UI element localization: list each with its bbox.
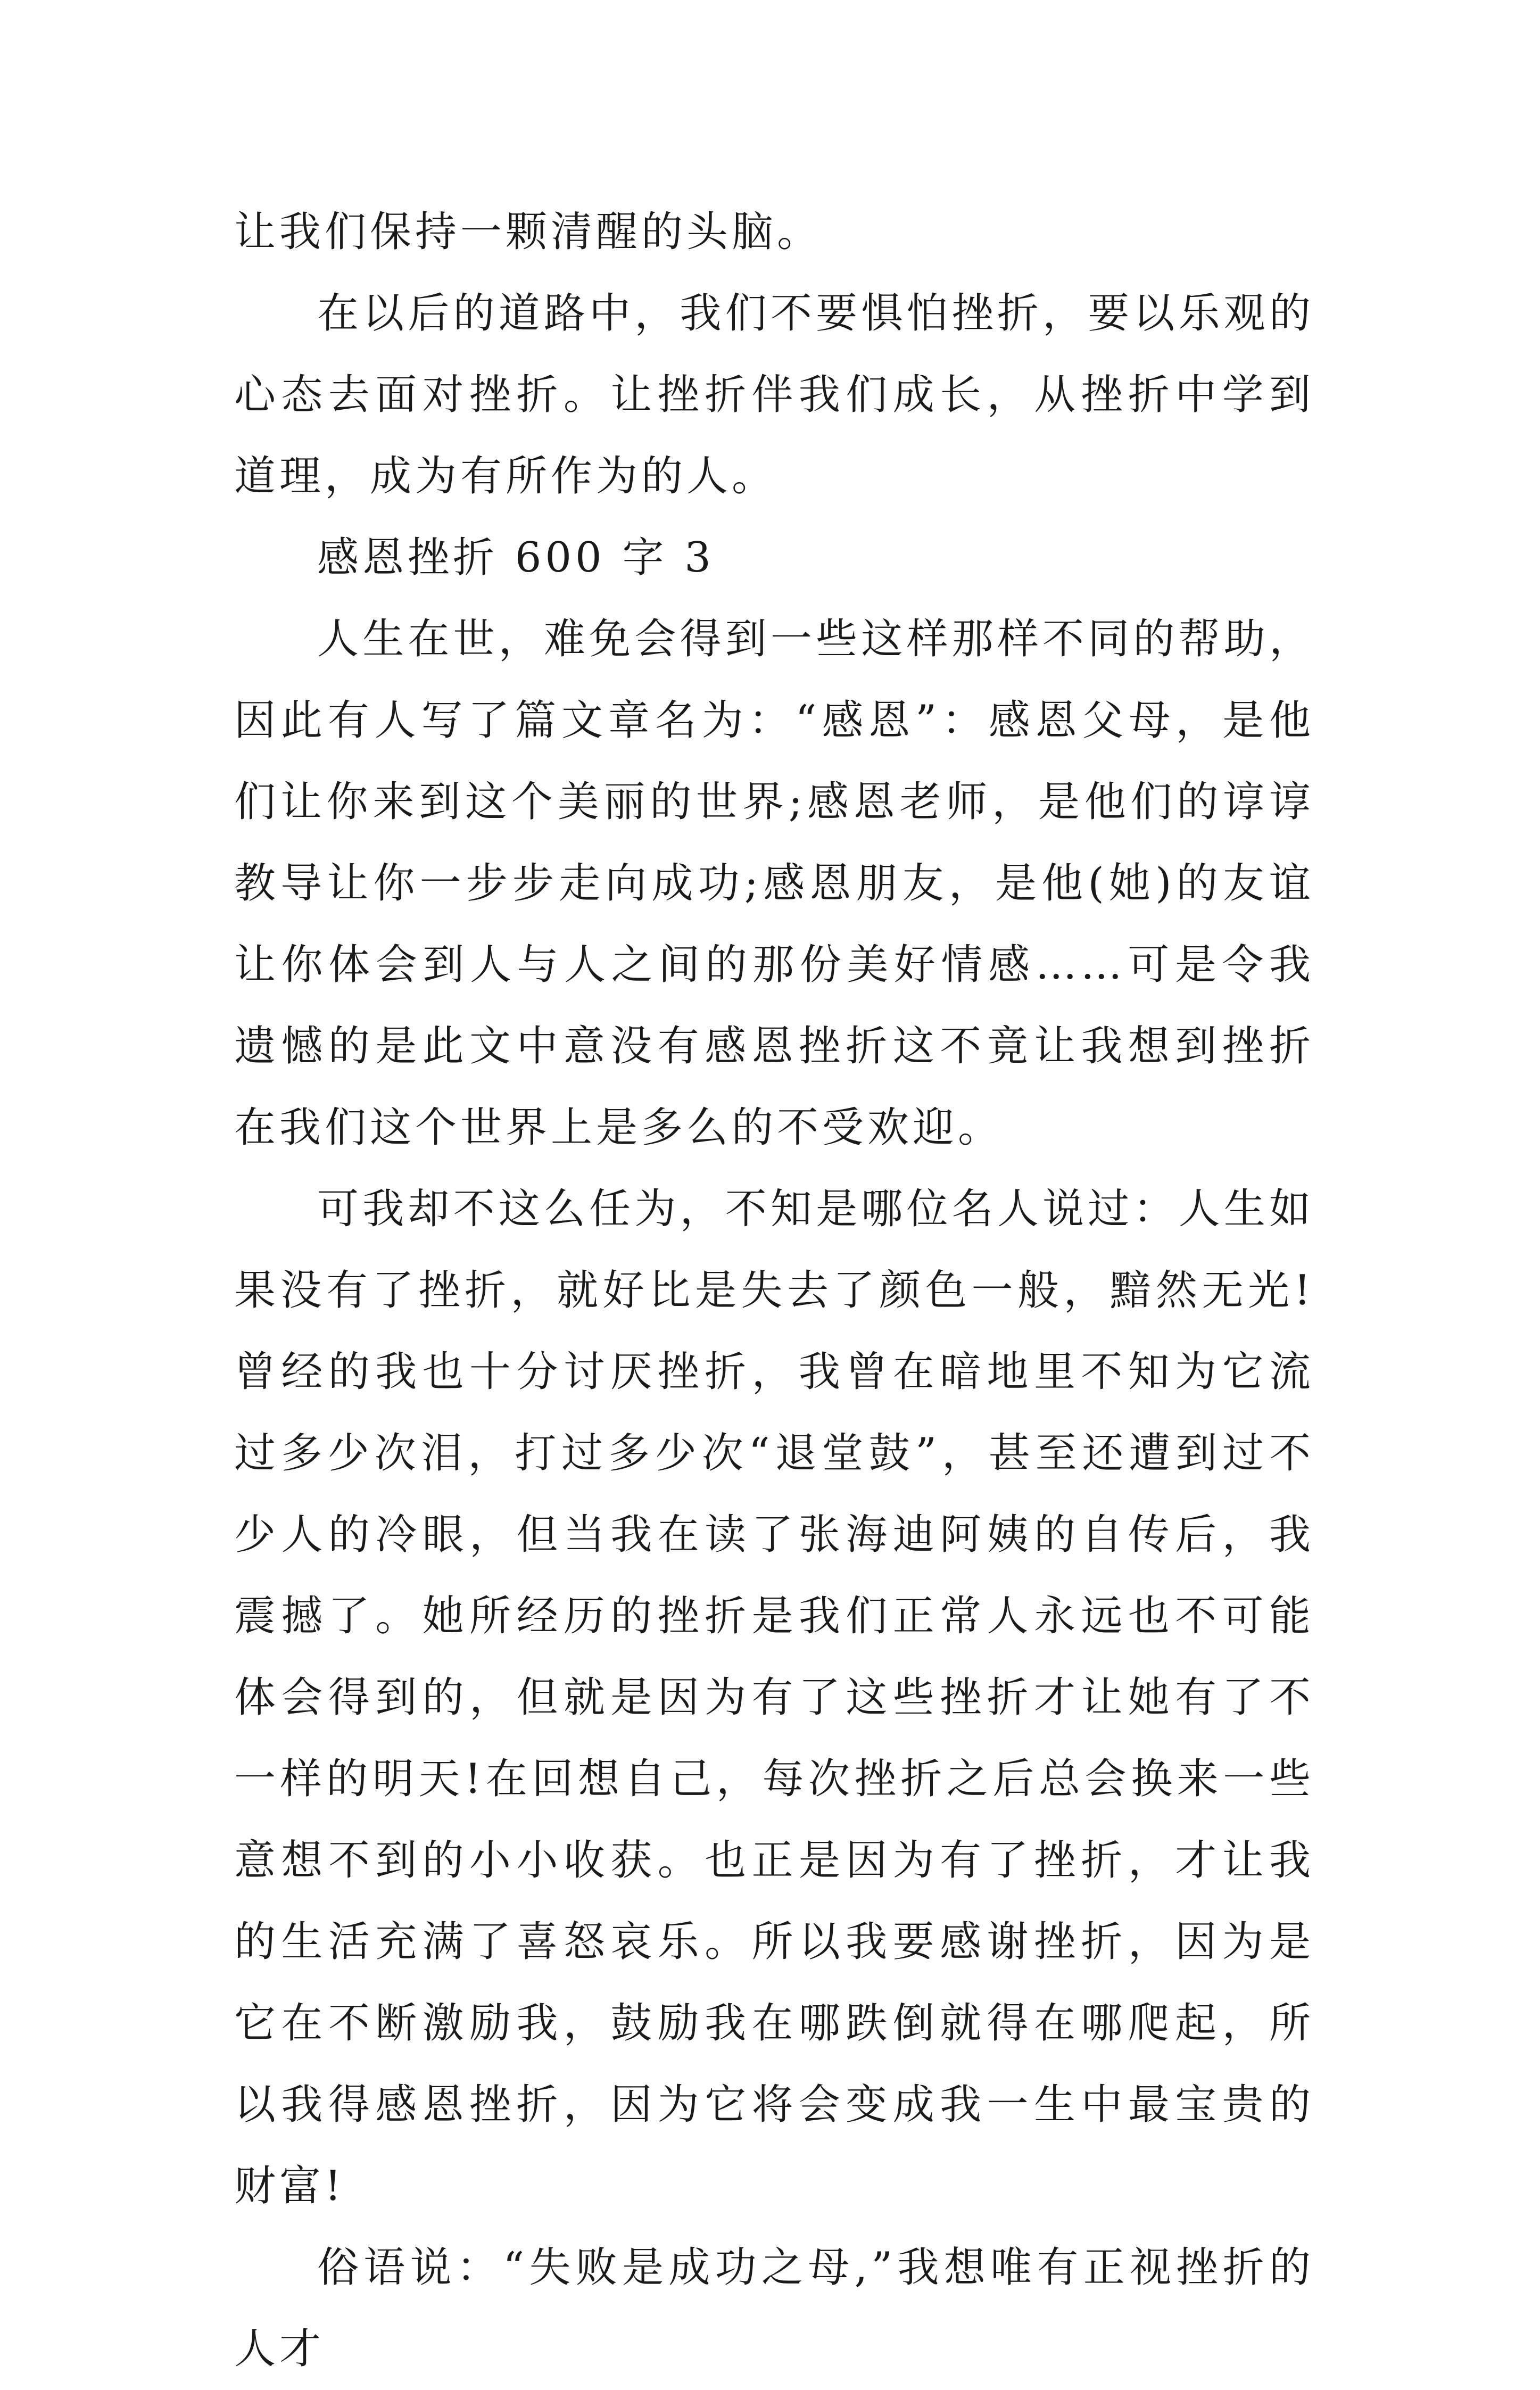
paragraph-conclusion: 在以后的道路中，我们不要惧怕挫折，要以乐观的心态去面对挫折。让挫折伴我们成长，从挫折中学到道理，成为有所作为的人。	[234, 290, 1314, 500]
paragraph-body: 可我却不这么任为，不知是哪位名人说过：人生如果没有了挫折，就好比是失去了颜色一般，黯然无光!曾经的我也十分讨厌挫折，我曾在暗地里不知为它流过多少次泪，打过多少次“退堂鼓”，甚至还遭到过不少人的冷眼，但当我在读了张海迪阿姨的自传后，我震撼了。她所经历的挫折是我们正常人永远也不可能体会得到的，但就是因为有了这些挫折才让她有了不一样的明天!在回想自己，每次挫折之后总会换来一些意想不到的小小收获。也正是因为有了挫折，才让我的生活充满了喜怒哀乐。所以我要感谢挫折，因为是它在不断激励我，鼓励我在哪跌倒就得在哪爬起，所以我得感恩挫折，因为它将会变成我一生中最宝贵的财富!	[234, 1185, 1314, 2210]
document-body	[234, 192, 1314, 2390]
paragraph-continuation: 让我们保持一颗清醒的头脑。	[234, 208, 823, 256]
paragraph-last: 俗语说：“失败是成功之母,”我想唯有正视挫折的人才	[234, 2244, 1314, 2373]
paragraph-intro: 人生在世，难免会得到一些这样那样不同的帮助，因此有人写了篇文章名为：“感恩”：感恩父母，是他们让你来到这个美丽的世界;感恩老师，是他们的谆谆教导让你一步步走向成功;感恩朋友，是他(她)的友谊让你体会到人与人之间的那份美好情感……可是令我遗憾的是此文中意没有感恩挫折这不竟让我想到挫折在我们这个世界上是多么的不受欢迎。	[234, 615, 1314, 1152]
section-heading: 感恩挫折 600 字 3	[317, 534, 715, 582]
